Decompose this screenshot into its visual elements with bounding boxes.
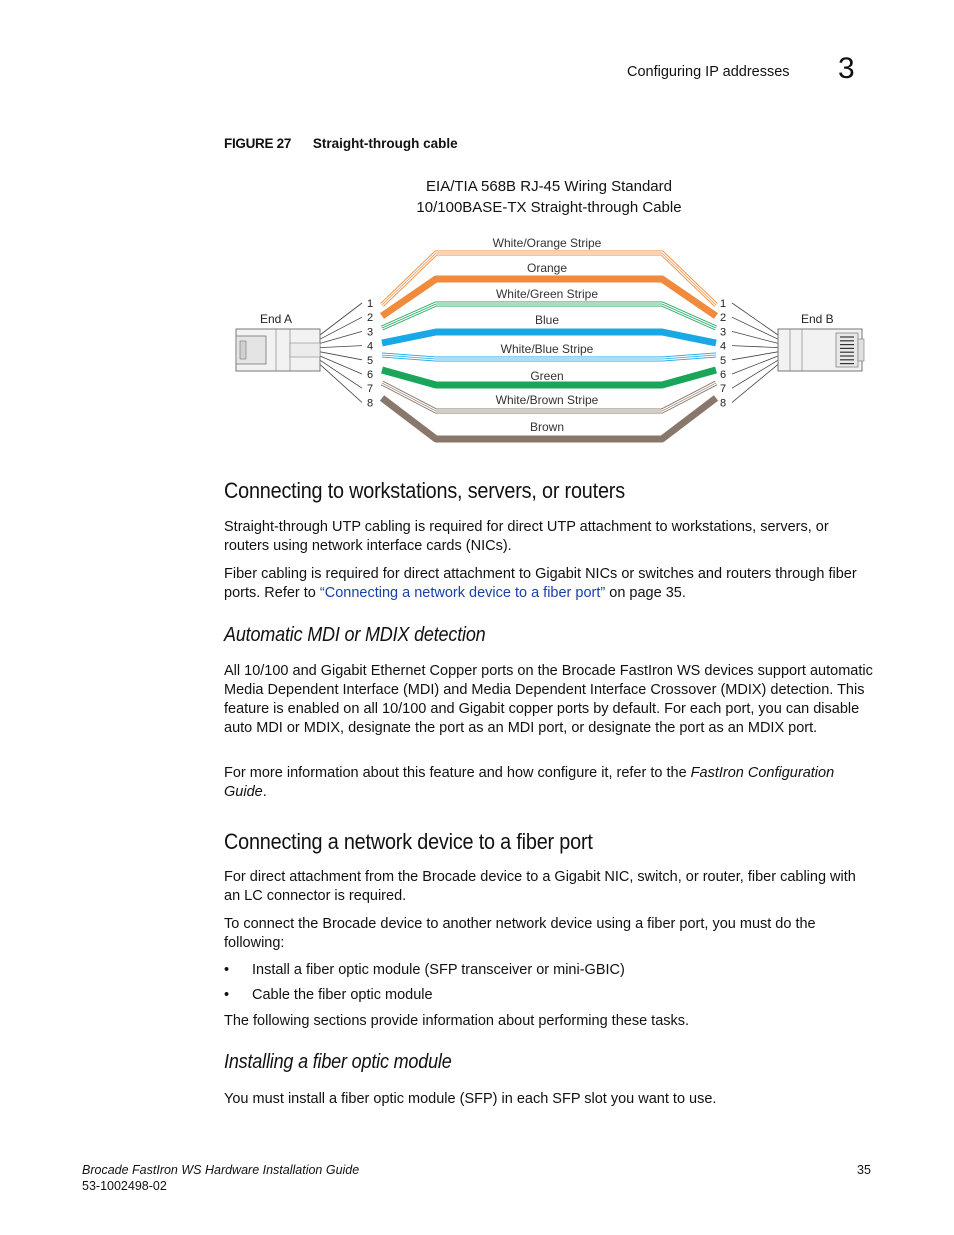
- pin-number: 3: [366, 326, 374, 339]
- wire-label: White/Brown Stripe: [495, 393, 599, 407]
- end-b-label: End B: [801, 312, 834, 326]
- pin-number: 6: [366, 369, 374, 381]
- wire-label: Blue: [534, 313, 560, 327]
- pin-number: 5: [719, 354, 727, 367]
- footer-page-number: 35: [857, 1163, 871, 1177]
- pin-numbers-end-b: [720, 298, 726, 409]
- pin-number: 6: [719, 369, 727, 381]
- pin-number: 1: [366, 298, 374, 310]
- subsection-heading-fiber-module: Installing a fiber optic module: [224, 1051, 452, 1073]
- pin-number: 8: [366, 397, 374, 410]
- fan-line: [320, 331, 362, 343]
- fan-line: [320, 364, 362, 402]
- rj45-connector-end-b: [778, 329, 864, 371]
- wire-label: White/Orange Stripe: [492, 236, 602, 250]
- paragraph: Straight-through UTP cabling is required for direct UTP attachment to workstations, servers, or routers using network interface cards (NICs).: [224, 519, 829, 554]
- wire-label: White/Blue Stripe: [500, 342, 594, 356]
- fan-line: [320, 317, 362, 339]
- list-item: • Cable the fiber optic module: [224, 987, 433, 1003]
- pin-number: 4: [719, 340, 727, 353]
- pin-number: 2: [366, 312, 374, 325]
- pin-number: 7: [366, 383, 374, 396]
- section-heading-fiber-port: Connecting a network device to a fiber port: [224, 829, 593, 854]
- paragraph: You must install a fiber optic module (SFP) in each SFP slot you want to use.: [224, 1091, 717, 1107]
- figure-caption: [224, 136, 458, 151]
- figure-title-line2: 10/100BASE-TX Straight-through Cable: [416, 199, 682, 216]
- wiring-diagram: [224, 225, 874, 460]
- fan-line: [732, 346, 778, 348]
- rj45-connector-end-a: [236, 329, 320, 371]
- paragraph: To connect the Brocade device to another network device using a fiber port, you must do the following:: [224, 916, 816, 951]
- chapter-number: 3: [838, 52, 855, 85]
- figure-label: FIGURE 27: [224, 136, 292, 151]
- guide-title: FastIron Configuration Guide: [224, 765, 835, 800]
- pin-numbers-end-a: [367, 298, 373, 409]
- paragraph: For direct attachment from the Brocade device to a Gigabit NIC, switch, or router, fiber cabling with an LC connector is required.: [224, 869, 856, 904]
- fan-line: [320, 346, 362, 348]
- wire-label: Green: [530, 369, 564, 383]
- pin-number: 8: [719, 397, 727, 410]
- pin-number: 7: [719, 383, 727, 396]
- pin-number: 2: [719, 312, 727, 325]
- fan-line: [732, 317, 778, 339]
- end-a-label: End A: [260, 312, 293, 326]
- fan-line: [320, 360, 362, 388]
- figure-title-line1: EIA/TIA 568B RJ-45 Wiring Standard: [426, 178, 672, 195]
- running-header-title: Configuring IP addresses: [627, 64, 790, 80]
- footer-doc-number: 53-1002498-02: [82, 1179, 167, 1193]
- wire-label: White/Green Stripe: [495, 287, 599, 301]
- wire-label: Orange: [526, 261, 568, 275]
- fan-line: [732, 360, 778, 388]
- fan-line: [320, 303, 362, 335]
- figure-caption-text: Straight-through cable: [312, 136, 458, 151]
- footer-book-title: Brocade FastIron WS Hardware Installation Guide: [82, 1163, 360, 1177]
- list-item: • Install a fiber optic module (SFP transceiver or mini-GBIC): [224, 962, 625, 978]
- subsection-heading-mdi: Automatic MDI or MDIX detection: [224, 624, 486, 646]
- fan-line: [732, 364, 778, 402]
- pin-number: 5: [366, 354, 374, 367]
- section-heading-workstations: Connecting to workstations, servers, or routers: [224, 478, 625, 503]
- paragraph: All 10/100 and Gigabit Ethernet Copper ports on the Brocade FastIron WS devices support automatic Media Dependent Interface (MDI) and Media Dependent Interface Crossover (MDIX) detection. This feature is enabled on all 10/100 and Gigabit copper ports by default. For each port, you can disable auto MDI or MDIX, designate the port as an MDI port, or designate the port as an MDIX port.: [224, 663, 873, 736]
- pin-number: 4: [366, 340, 374, 353]
- fan-line: [732, 331, 778, 343]
- cross-reference-link[interactable]: “Connecting a network device to a fiber port”: [319, 585, 606, 601]
- paragraph: Fiber cabling is required for direct attachment to Gigabit NICs or switches and routers through fiber ports. Refer to “Connecting a network device to a fiber port” on page 35.: [224, 566, 857, 601]
- paragraph: For more information about this feature and how configure it, refer to the FastIron Configuration Guide.: [224, 765, 835, 800]
- paragraph: The following sections provide information about performing these tasks.: [224, 1013, 690, 1029]
- wire-label: Brown: [529, 420, 565, 434]
- pin-number: 3: [719, 326, 727, 339]
- pin-number: 1: [719, 298, 727, 310]
- fan-line: [732, 303, 778, 335]
